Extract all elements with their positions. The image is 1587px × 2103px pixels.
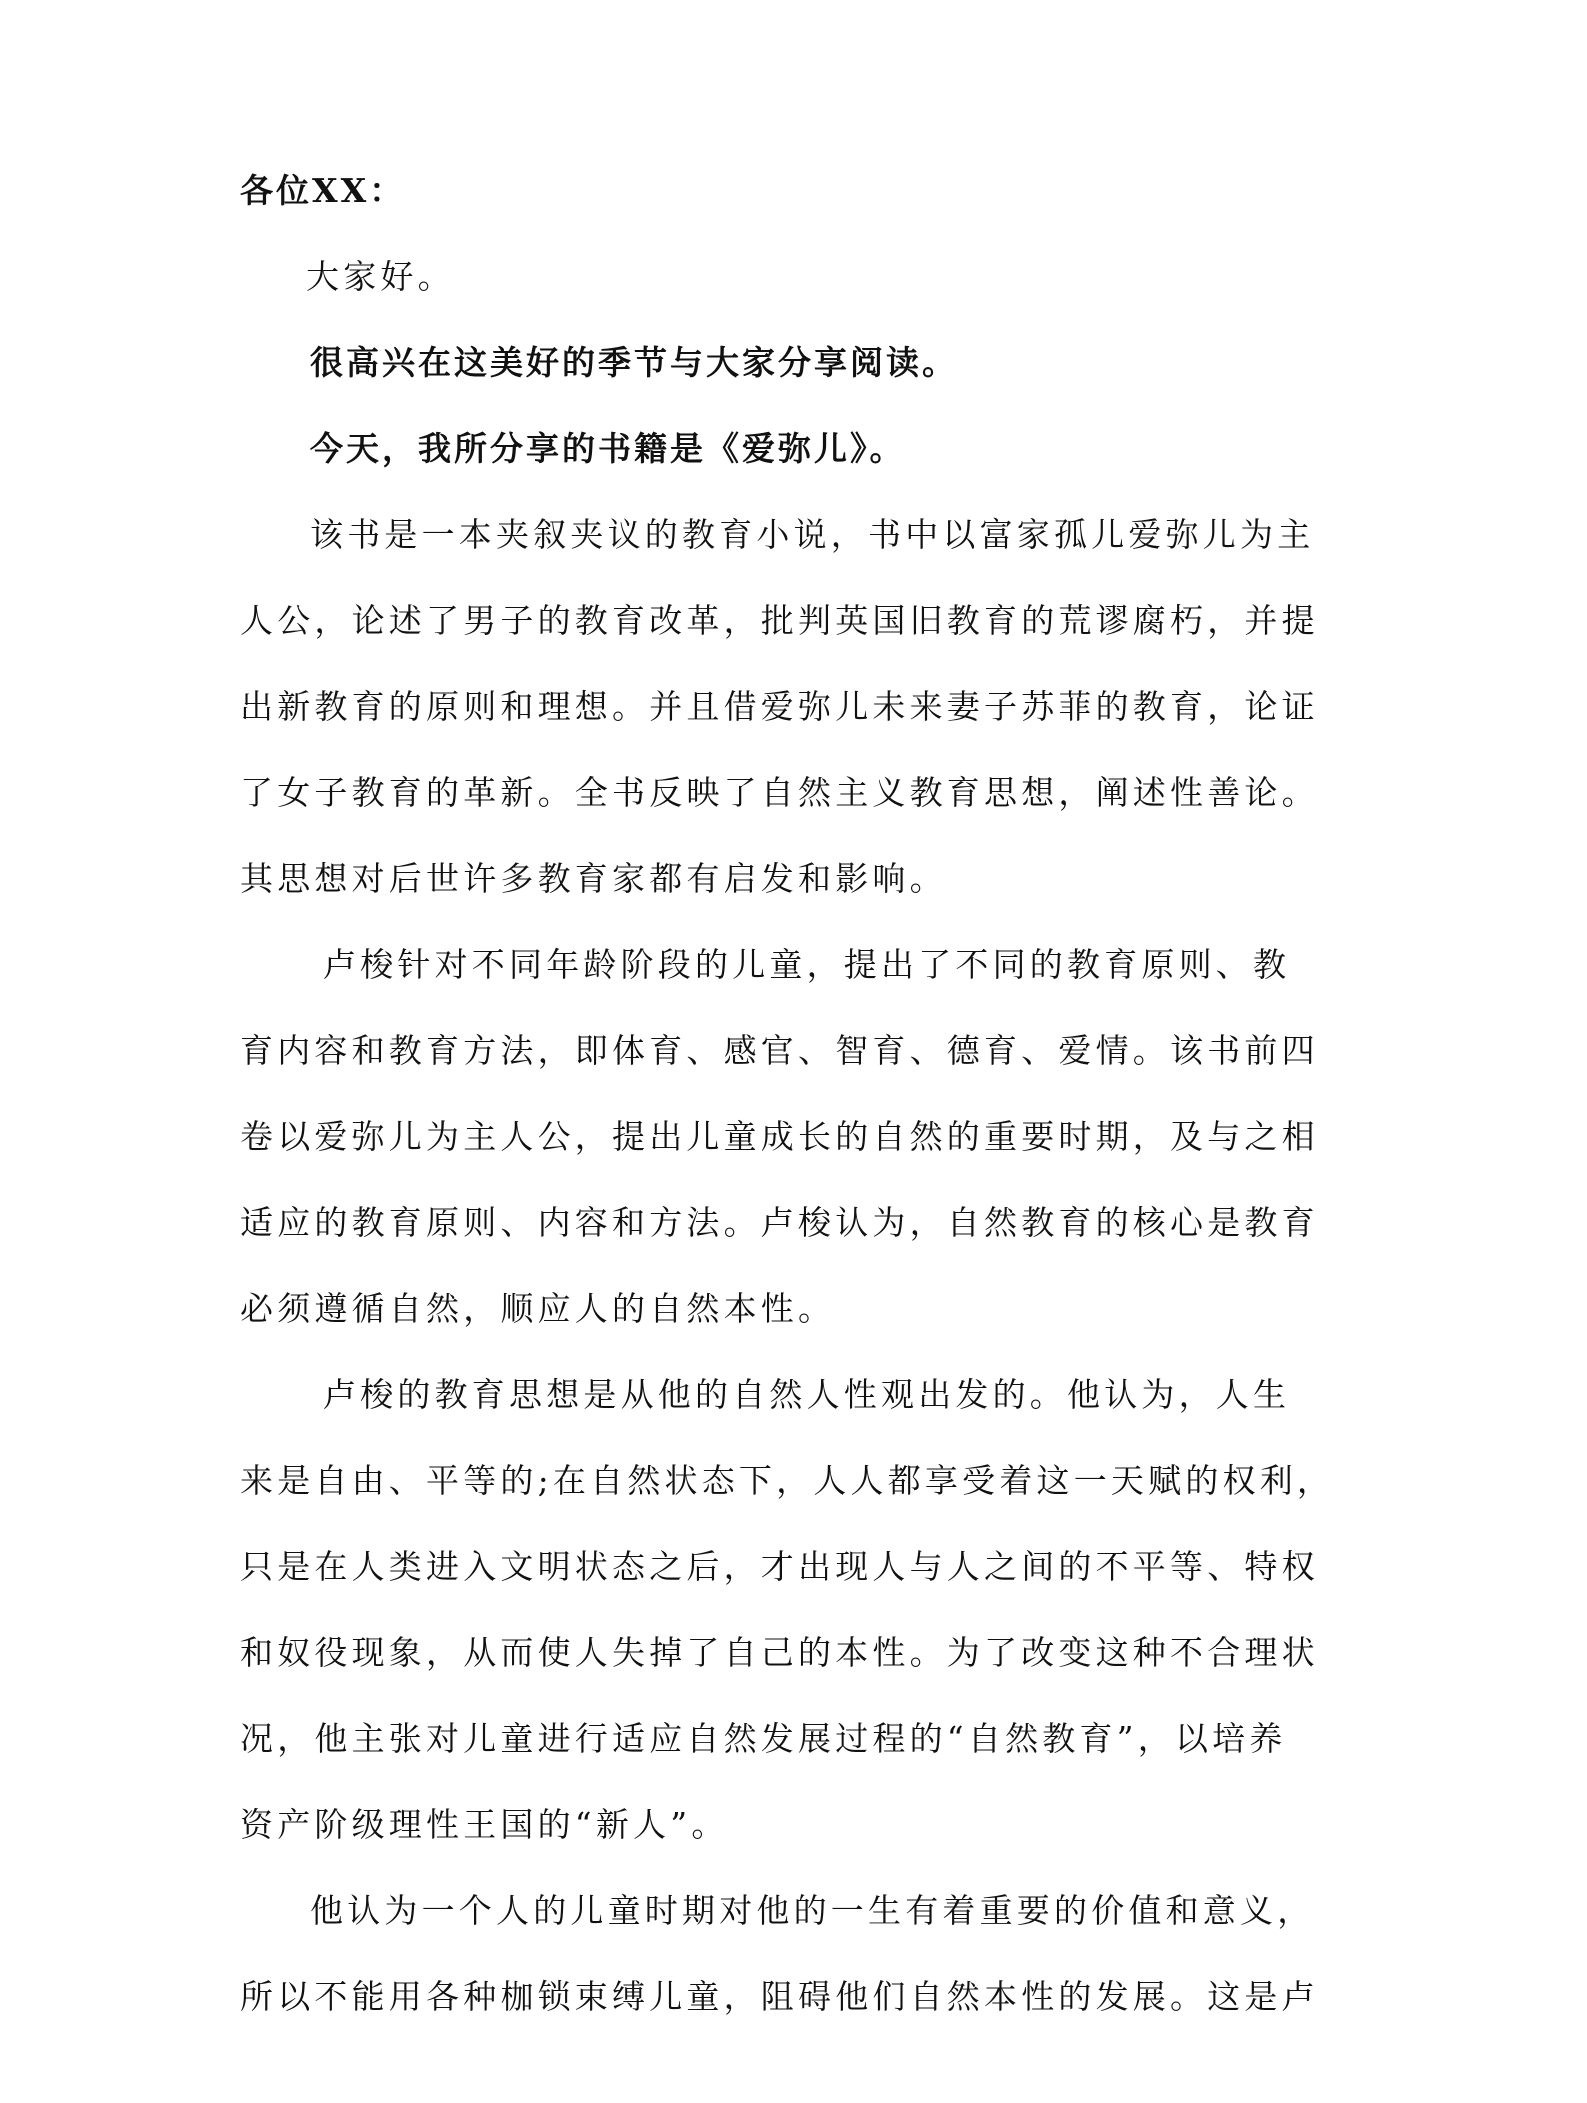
paragraph-line: 卢梭针对不同年龄阶段的儿童，提出了不同的教育原则、教 [323,945,1291,984]
paragraph-line: 了女子教育的革新。全书反映了自然主义教育思想，阐述性善论。 [240,773,1319,812]
paragraph [240,492,1319,922]
paragraph-line: 所以不能用各种枷锁束缚儿童，阻碍他们自然本性的发展。这是卢 [240,1977,1319,2016]
salutation: 各位XX： [240,171,406,210]
paragraph-line: 适应的教育原则、内容和方法。卢梭认为，自然教育的核心是教育 [240,1203,1319,1242]
paragraph-line: 况，他主张对儿童进行适应自然发展过程的“自然教育”，以培养 [240,1719,1287,1758]
paragraph-line: 该书是一本夹叙夹议的教育小说，书中以富家孤儿爱弥儿为主 [310,515,1315,554]
document-page [240,148,1335,2040]
paragraph-line: 卷以爱弥儿为主人公，提出儿童成长的自然的重要时期，及与之相 [240,1117,1319,1156]
paragraph-line: 人公，论述了男子的教育改革，批判英国旧教育的荒谬腐朽，并提 [240,601,1319,640]
paragraph-line: 卢梭的教育思想是从他的自然人性观出发的。他认为，人生 [323,1375,1291,1414]
paragraph [240,1352,1335,1868]
paragraph-line: 资产阶级理性王国的“新人”。 [240,1805,729,1844]
intro-line: 很高兴在这美好的季节与大家分享阅读。 [310,343,958,382]
paragraph-line: 来是自由、平等的;在自然状态下，人人都享受着这一天赋的权利， [240,1461,1335,1500]
paragraph-line: 出新教育的原则和理想。并且借爱弥儿未来妻子苏菲的教育，论证 [240,687,1319,726]
paragraph [240,1868,1319,2040]
greeting-hello: 大家好。 [306,257,455,296]
paragraph [240,922,1319,1352]
paragraph-line: 只是在人类进入文明状态之后，才出现人与人之间的不平等、特权 [240,1547,1319,1586]
paragraph-line: 他认为一个人的儿童时期对他的一生有着重要的价值和意义， [310,1891,1315,1930]
paragraph-line: 必须遵循自然，顺应人的自然本性。 [240,1289,836,1328]
paragraph-line: 其思想对后世许多教育家都有启发和影响。 [240,859,947,898]
intro-line: 今天，我所分享的书籍是《爱弥儿》。 [310,429,906,468]
paragraph-line: 育内容和教育方法，即体育、感官、智育、德育、爱情。该书前四 [240,1031,1319,1070]
paragraph-line: 和奴役现象，从而使人失掉了自己的本性。为了改变这种不合理状 [240,1633,1319,1672]
